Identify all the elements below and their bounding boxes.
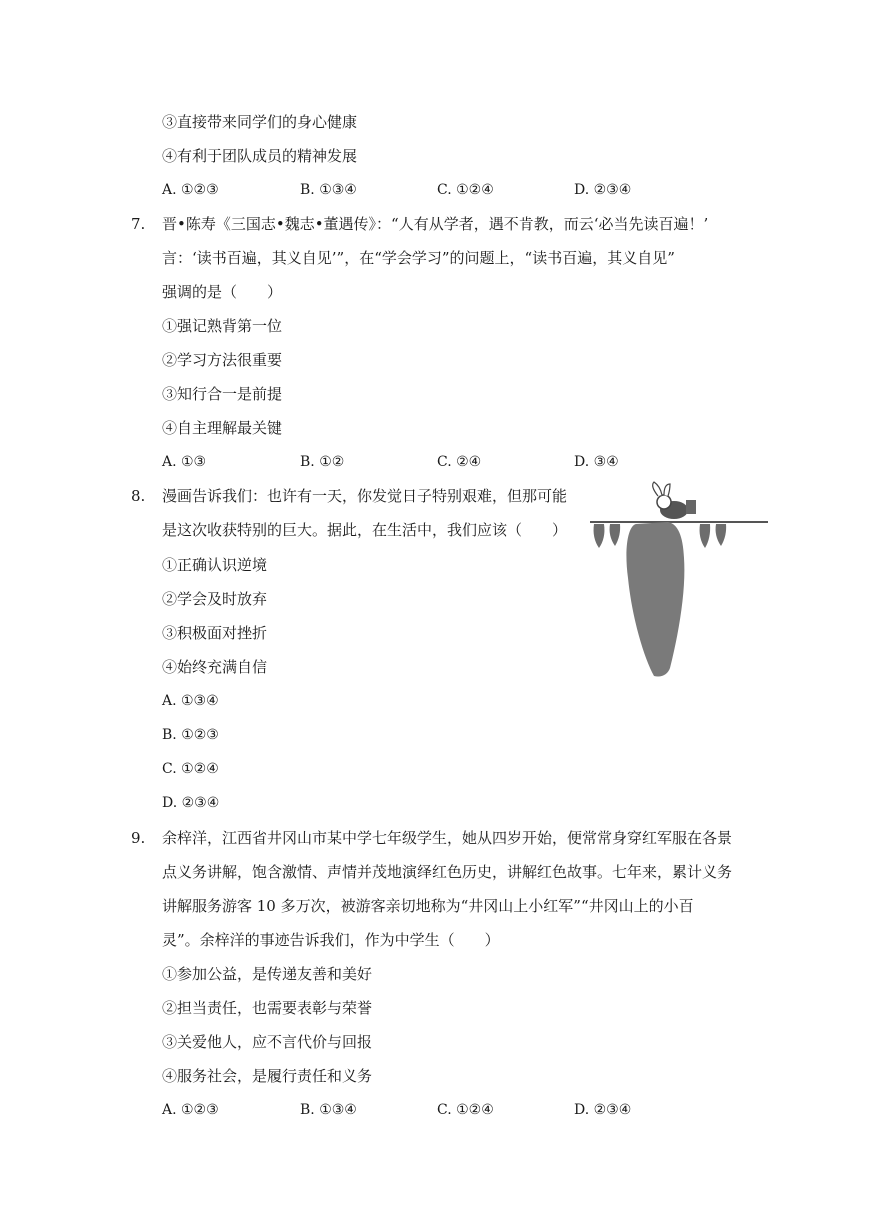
q8-option-b[interactable]: B. ①②③ [162,727,219,743]
q6-item-3: ③直接带来同学们的身心健康 [162,113,358,131]
carrot-cartoon-image [588,478,768,680]
q9-stem-line: 讲解服务游客 10 多万次，被游客亲切地称为“井冈山上小红军”“井冈山上的小百 [162,897,694,915]
q8-item-2: ②学会及时放弃 [162,590,268,608]
q6-option-d[interactable]: D. ②③④ [574,182,632,198]
q6-option-b[interactable]: B. ①③④ [300,182,357,198]
q8-item-3: ③积极面对挫折 [162,624,268,642]
small-carrot-icon [716,524,727,546]
small-carrot-icon [700,524,711,548]
q9-stem-line: 灵”。余梓洋的事迹告诉我们，作为中学生（ ） [162,931,500,949]
q8-item-1: ①正确认识逆境 [162,556,268,574]
q7-number: 7. [131,215,146,233]
rabbit-head-icon [657,495,671,509]
q9-option-d[interactable]: D. ②③④ [574,1102,632,1118]
q8-option-c[interactable]: C. ①②④ [162,761,219,777]
q6-option-c[interactable]: C. ①②④ [437,182,494,198]
q8-stem-line: 漫画告诉我们：也许有一天，你发觉日子特别艰难，但那可能 [162,487,568,505]
q8-stem-line: 是这次收获特别的巨大。据此，在生活中，我们应该（ ） [162,521,568,539]
small-carrot-icon [594,524,605,548]
q9-item-4: ④服务社会，是履行责任和义务 [162,1067,373,1085]
q7-option-a[interactable]: A. ①③ [162,454,207,470]
q7-item-2: ②学习方法很重要 [162,351,283,369]
q7-option-d[interactable]: D. ③④ [574,454,619,470]
q7-stem-line: 言：‘读书百遍，其义自见’”，在“学会学习”的问题上，“读书百遍，其义自见” [162,249,675,267]
q6-option-a[interactable]: A. ①②③ [162,182,219,198]
rabbit-tail-icon [686,500,696,514]
small-carrot-icon [610,524,621,546]
rabbit-ear-icon [653,482,662,496]
q9-option-a[interactable]: A. ①②③ [162,1102,219,1118]
big-carrot-icon [626,522,684,677]
q7-item-4: ④自主理解最关键 [162,419,283,437]
q9-number: 9. [131,829,146,847]
q9-option-c[interactable]: C. ①②④ [437,1102,494,1118]
q8-option-d[interactable]: D. ②③④ [162,795,220,811]
q7-item-3: ③知行合一是前提 [162,385,283,403]
q9-item-2: ②担当责任，也需要表彰与荣誉 [162,999,373,1017]
q6-item-4: ④有利于团队成员的精神发展 [162,147,358,165]
rabbit-ear-icon [664,484,670,496]
q9-stem-line: 点义务讲解，饱含激情、声情并茂地演绎红色历史，讲解红色故事。七年来，累计义务 [162,863,733,881]
q7-item-1: ①强记熟背第一位 [162,317,283,335]
q9-item-3: ③关爱他人，应不言代价与回报 [162,1033,373,1051]
q7-option-c[interactable]: C. ②④ [437,454,482,470]
q8-item-4: ④始终充满自信 [162,658,268,676]
q8-option-a[interactable]: A. ①③④ [162,693,219,709]
q7-stem-line: 晋•陈寿《三国志•魏志•董遇传》：“人有从学者，遇不肯教，而云‘必当先读百遍！’ [162,215,709,233]
q9-option-b[interactable]: B. ①③④ [300,1102,357,1118]
q8-number: 8. [131,487,146,505]
q9-item-1: ①参加公益，是传递友善和美好 [162,965,373,983]
q7-stem-line: 强调的是（ ） [162,283,283,301]
q7-option-b[interactable]: B. ①② [300,454,345,470]
q9-stem-line: 余梓洋，江西省井冈山市某中学七年级学生，她从四岁开始，便常常身穿红军服在各景 [162,829,733,847]
